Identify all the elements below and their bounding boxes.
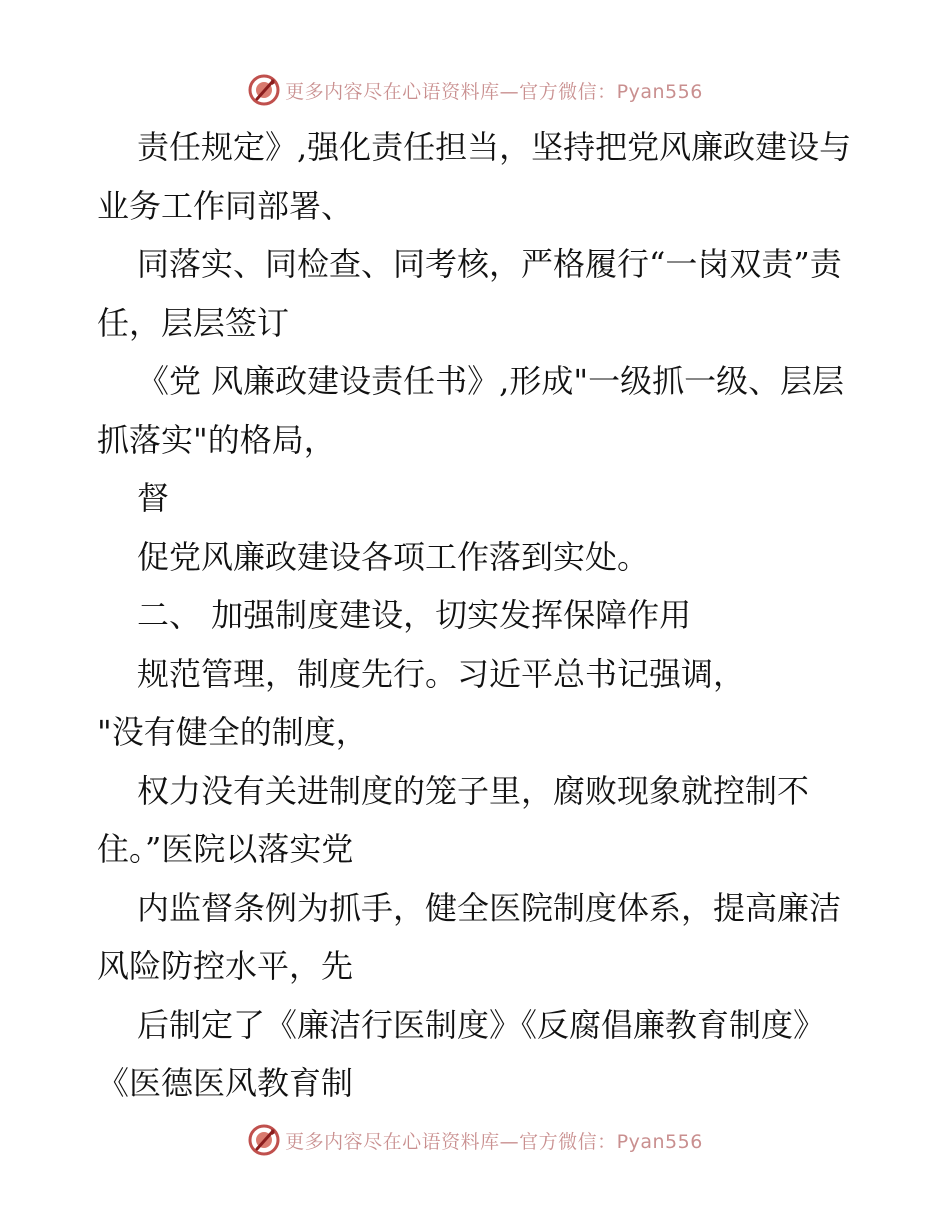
paragraph: "没有健全的制度， xyxy=(97,713,368,751)
pen-seal-logo-icon xyxy=(247,1123,281,1157)
paragraph: 督 xyxy=(137,479,170,517)
paragraph: 后制定了《廉洁行医制度》《反腐倡廉教育制度》《医德医风教育制 xyxy=(97,1005,826,1102)
paragraph: 规范管理，制度先行。习近平总书记强调， xyxy=(137,654,746,693)
document-body xyxy=(97,118,857,1113)
paragraph: 内监督条例为抓手，健全医院制度体系，提高廉洁风险防控水平，先 xyxy=(97,888,842,985)
paragraph: 权力没有关进制度的笼子里，腐败现象就控制不住。”医院以落实党 xyxy=(97,771,810,868)
header-watermark xyxy=(0,70,950,110)
paragraph: 同落实、同检查、同考核，严格履行“一岗双责”责任，层层签订 xyxy=(97,245,842,342)
pen-seal-logo-icon xyxy=(247,73,281,107)
section-heading: 二、 加强制度建设，切实发挥保障作用 xyxy=(137,596,692,634)
paragraph: 责任规定》,强化责任担当，坚持把党风廉政建设与业务工作同部署、 xyxy=(97,128,852,225)
footer-watermark-text: 更多内容尽在心语资料库—官方微信：Pyan556 xyxy=(285,1130,703,1153)
paragraph: 促党风廉政建设各项工作落到实处。 xyxy=(137,537,650,576)
header-watermark-text: 更多内容尽在心语资料库—官方微信：Pyan556 xyxy=(285,80,703,103)
footer-watermark xyxy=(0,1120,950,1160)
paragraph: 《党 风廉政建设责任书》,形成"一级抓一级、层层抓落实"的格局， xyxy=(97,362,845,459)
